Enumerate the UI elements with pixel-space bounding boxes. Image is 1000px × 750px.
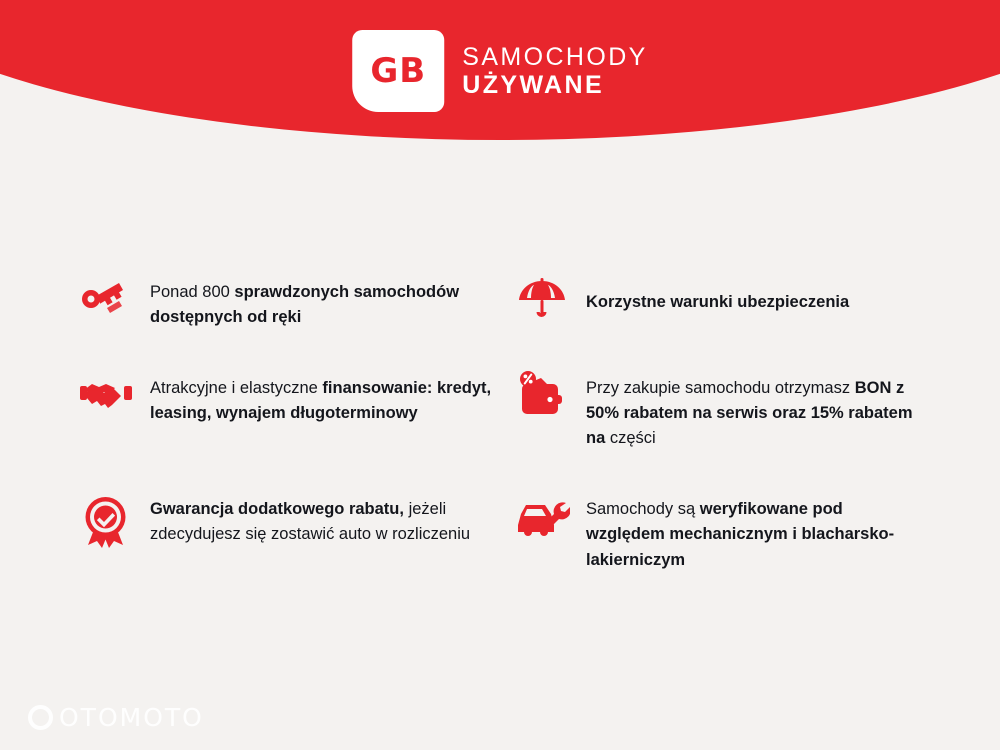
- award-badge-icon: [78, 491, 134, 547]
- feature-text-part-bold: Korzystne warunki ubezpieczenia: [586, 293, 850, 311]
- gb-logo-icon: [352, 30, 444, 112]
- wallet-discount-icon: [514, 370, 570, 426]
- feature-text-part: Samochody są: [586, 500, 700, 519]
- feature-text-part-bold: sprawdzonych samochodów dostępnych od ręki: [150, 283, 460, 327]
- feature-grid: [78, 278, 946, 573]
- otomoto-watermark: [28, 703, 204, 732]
- feature-text-part: części: [609, 429, 656, 448]
- brand-title: [462, 43, 648, 99]
- feature-text-availability: [150, 278, 500, 330]
- feature-item-tradein: [78, 495, 514, 572]
- feature-text-part: Ponad 800: [150, 283, 235, 301]
- watermark-ring-icon: [28, 705, 53, 730]
- feature-text-part: jeżeli zdecydujesz się zostawić auto w rozliczeniu: [150, 500, 471, 544]
- feature-text-part-bold: weryfikowane pod względem mechanicznym i blacharsko-lakierniczym: [586, 500, 895, 569]
- feature-text-tradein: [150, 495, 500, 547]
- feature-text-part-bold: BON z 50% rabatem na serwis oraz 15% rabatem na: [586, 379, 913, 448]
- header-banner: [0, 0, 1000, 170]
- watermark-text: OTOMOTO: [59, 703, 204, 732]
- feature-text-part-bold: finansowanie: kredyt, leasing, wynajem długoterminowy: [150, 379, 492, 423]
- feature-item-availability: [78, 278, 514, 330]
- feature-text-part-bold: Gwarancja dodatkowego rabatu,: [150, 500, 404, 519]
- feature-item-verification: [514, 495, 946, 572]
- brand-title-line1: SAMOCHODY: [462, 43, 648, 71]
- brand-title-line2: UŻYWANE: [462, 71, 605, 99]
- feature-item-financing: [78, 374, 514, 451]
- feature-item-voucher: [514, 374, 946, 451]
- feature-text-financing: [150, 374, 500, 426]
- feature-text-insurance: [586, 278, 849, 315]
- handshake-icon: [78, 370, 134, 426]
- feature-text-voucher: [586, 374, 926, 451]
- feature-text-verification: [586, 495, 926, 572]
- umbrella-icon: [514, 274, 570, 330]
- brand-lockup: [352, 30, 648, 112]
- feature-item-insurance: [514, 278, 946, 330]
- gb-logo-text: GB: [370, 51, 427, 91]
- feature-text-part: Atrakcyjne i elastyczne: [150, 379, 323, 398]
- car-key-tag-icon: [78, 274, 134, 330]
- feature-text-part: Przy zakupie samochodu otrzymasz: [586, 379, 855, 398]
- car-wrench-icon: [514, 491, 570, 547]
